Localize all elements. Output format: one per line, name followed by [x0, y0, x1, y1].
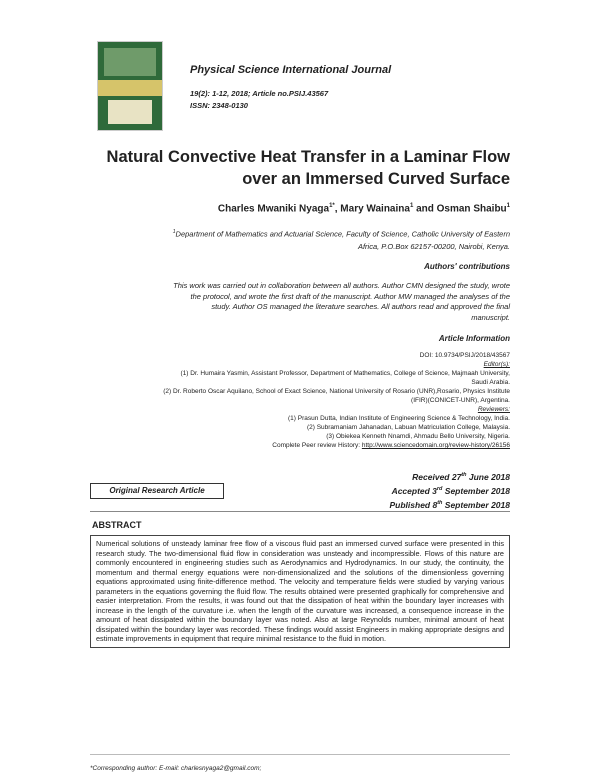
received-date: Received 27th June 2018 [412, 471, 510, 482]
abstract-heading: ABSTRACT [92, 520, 142, 530]
review-history: Complete Peer review History: http://www.sciencedomain.org/review-history/26156 [272, 442, 510, 449]
journal-name: Physical Science International Journal [190, 64, 392, 76]
editor-1-cont: Saudi Arabia. [471, 379, 510, 386]
affiliation-sup: 1 [172, 229, 176, 235]
divider [90, 511, 510, 512]
affiliation-line-1: $^1$Department of Mathematics and Actuarial Science, Faculty of Science, Catholic University of Eastern [172, 229, 510, 239]
editor-1: (1) Dr. Humaira Yasmin, Assistant Professor, Department of Mathematics, College of Science, Majmaah University, [180, 370, 510, 377]
reviewer-3: (3) Obiekea Kenneth Nnamdi, Ahmadu Bello University, Nigeria. [326, 433, 510, 440]
article-info-heading: Article Information [438, 334, 510, 343]
author-list [90, 203, 510, 214]
published-date: Published 8th September 2018 [389, 499, 510, 510]
reviewers-label: Reviewers: [477, 406, 510, 413]
issn: ISSN: 2348-0130 [190, 101, 248, 110]
editor-2: (2) Dr. Roberto Oscar Aquilano, School of Exact Science, National University of Rosario (UNR),Rosario, Physics Institute [163, 388, 510, 395]
cover-art [104, 48, 156, 76]
contributions-text: This work was carried out in collaboration between all authors. Author CMN designed the study, wrote the protocol, and wrote the first draft of the manuscript. Author MW managed the analyses of the study. Author OS managed the literature searches. All authors read and approved the final manuscript. [173, 281, 510, 322]
article-info [90, 351, 510, 450]
volume-line: 19(2): 1-12, 2018; Article no.PSIJ.43567 [190, 89, 329, 98]
doi: DOI: 10.9734/PSIJ/2018/43567 [419, 352, 510, 359]
affiliation [90, 226, 510, 253]
article-type-badge: Original Research Article [90, 483, 224, 499]
dates-block [330, 469, 510, 510]
journal-cover-image [97, 41, 163, 131]
accepted-date: Accepted 3rd September 2018 [391, 485, 510, 496]
author-separator: and [413, 203, 437, 215]
author-1-sup: 1* [329, 203, 335, 209]
footnote-divider [90, 754, 510, 755]
cover-logo [108, 100, 152, 124]
review-history-link[interactable]: http://www.sciencedomain.org/review-history/26156 [361, 442, 510, 449]
title-line-1: Natural Convective Heat Transfer in a Laminar Flow [106, 148, 510, 166]
author-3-sup: 1 [506, 203, 510, 209]
contributions-heading: Authors' contributions [424, 262, 510, 271]
author-1: Charles Mwaniki Nyaga [217, 203, 330, 215]
title-line-2: over an Immersed Curved Surface [242, 170, 510, 188]
footnote: *Corresponding author: E-mail: charlesnyaga2@gmail.com; [90, 765, 262, 772]
abstract-text: Numerical solutions of unsteady laminar free flow of a viscous fluid past an immersed curved surface were presented in this research study. The two-dimensional fluid flow in consideration was unsteady and incompressible. Flows of this nature are commonly encountered in engineering studies such as Aerodynamics and Hydrodynamics. In our study, the continuity, the momentum and thermal energy equations were non-dimensionalized and the solutions of the dimensionless governing equations approximated using finite-difference method. The velocity and temperature fields were studied by varying various parameters in the equations governing the fluid flow. The results obtained were presented graphically for comprehensive and easier interpretation. From the results, it was found out that the dissipation of heat within the boundary layer increases with increase in the length of the curvature i.e. when the length of the curvature was increased, a consequence increase in the amount of heat dissipated within the boundary layer was noted. Also at large Reynolds number, minimal amount of heat dissipated within the boundary layer was recorded. These findings would assist Engineers in making appropriate designs and estimate improvements in equipment that require minimal resistance to the fluid in motion. [90, 535, 510, 648]
editor-2-cont: (IFIR)(CONICET-UNR), Argentina. [411, 397, 510, 404]
reviewer-2: (2) Subramaniam Jahanadan, Labuan Matriculation College, Malaysia. [306, 424, 510, 431]
cover-title-band [98, 80, 162, 96]
affiliation-line-2: Africa, P.O.Box 62157-00200, Nairobi, Kenya. [357, 241, 510, 251]
author-2-sup: 1 [409, 203, 414, 209]
editors-label: Editor(s): [483, 361, 510, 368]
reviewer-1: (1) Prasun Dutta, Indian Institute of Engineering Science & Technology, India. [288, 415, 510, 422]
paper-title [90, 146, 510, 190]
author-2: Mary Wainaina [340, 203, 410, 215]
author-separator: , [334, 203, 341, 215]
author-3: Osman Shaibu [436, 203, 507, 215]
